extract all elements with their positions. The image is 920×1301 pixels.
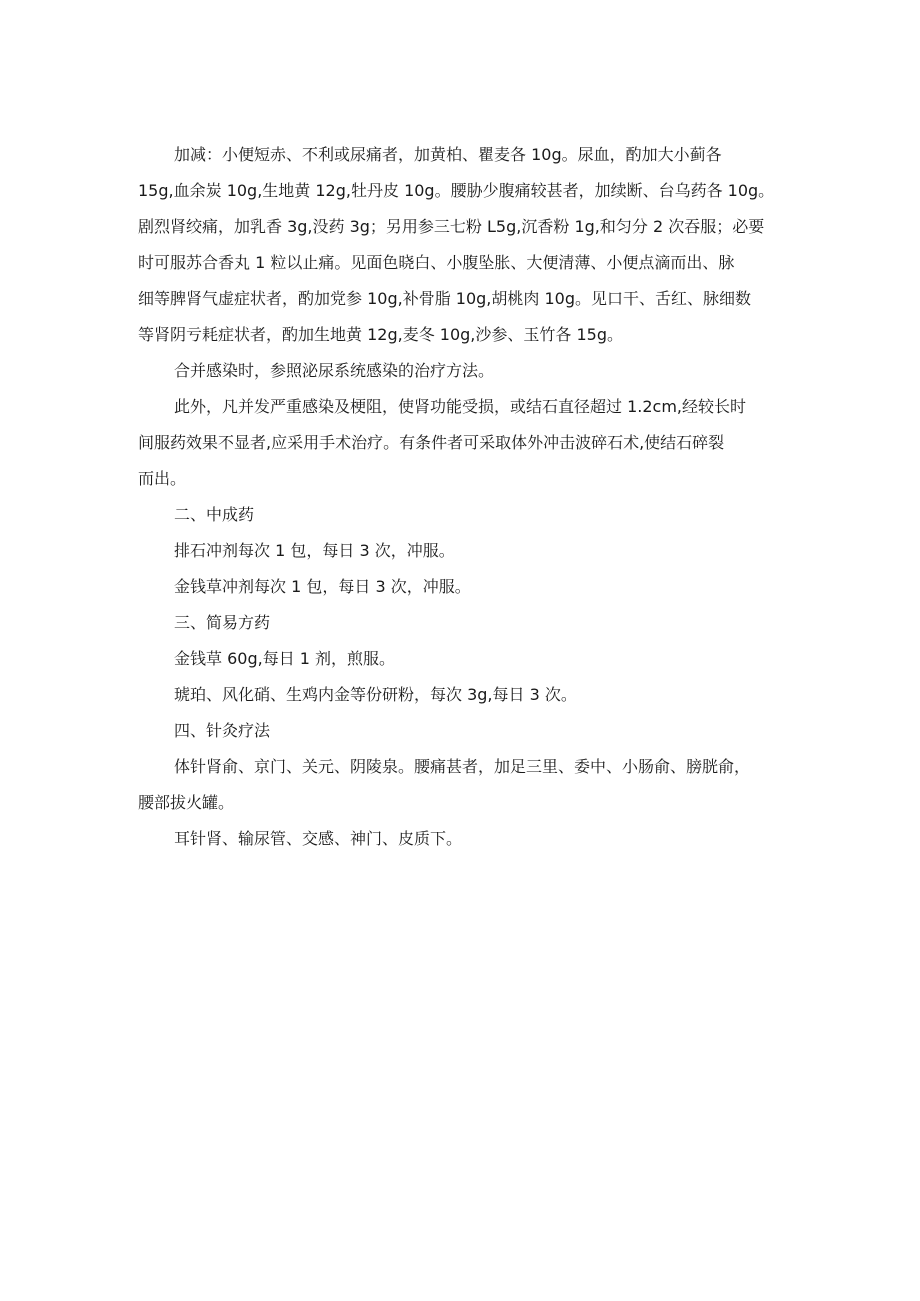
- text-line: 剧烈肾绞痛，加乳香 3g,没药 3g；另用参三七粉 L5g,沉香粉 1g,和匀分 2 次吞服；必要: [138, 217, 765, 236]
- paragraph-surgery: [138, 389, 798, 497]
- text-line: 体针肾俞、京门、关元、阴陵泉。腰痛甚者，加足三里、委中、小肠俞、膀胱俞，: [174, 757, 751, 776]
- paragraph-jinqiancao-granule: [138, 569, 798, 605]
- text-line: 等肾阴亏耗症状者，酌加生地黄 12g,麦冬 10g,沙参、玉竹各 15g。: [138, 325, 623, 344]
- text-line: 细等脾肾气虚症状者，酌加党参 10g,补骨脂 10g,胡桃肉 10g。见口干、舌红、脉细数: [138, 289, 751, 308]
- paragraph-paishi-granule: [138, 533, 798, 569]
- section-heading-acupuncture: [138, 713, 798, 749]
- heading-text: 二、中成药: [174, 505, 255, 524]
- text-line: 耳针肾、输尿管、交感、神门、皮质下。: [174, 829, 463, 848]
- paragraph-ear-acupuncture: [138, 821, 798, 857]
- paragraph-modifications: [138, 137, 798, 353]
- text-line: 合并感染时，参照泌尿系统感染的治疗方法。: [174, 361, 495, 380]
- heading-text: 三、简易方药: [174, 613, 271, 632]
- text-line: 金钱草冲剂每次 1 包，每日 3 次，冲服。: [174, 577, 471, 596]
- text-line: 琥珀、风化硝、生鸡内金等份研粉，每次 3g,每日 3 次。: [174, 685, 577, 704]
- text-line: 加减：小便短赤、不利或尿痛者，加黄柏、瞿麦各 10g。尿血，酌加大小蓟各: [174, 145, 722, 164]
- heading-text: 四、针灸疗法: [174, 721, 271, 740]
- text-line: 15g,血余炭 10g,生地黄 12g,牡丹皮 10g。腰胁少腹痛较甚者，加续断、台乌药各 10g。: [138, 181, 775, 200]
- section-heading-patent-medicine: [138, 497, 798, 533]
- text-line: 间服药效果不显者,应采用手术治疗。有条件者可采取体外冲击波碎石术,使结石碎裂: [138, 433, 725, 452]
- text-line: 而出。: [138, 469, 187, 488]
- paragraph-jinqiancao-decoction: [138, 641, 798, 677]
- text-line: 排石冲剂每次 1 包，每日 3 次，冲服。: [174, 541, 455, 560]
- document-body: [138, 137, 798, 857]
- text-line: 金钱草 60g,每日 1 剂，煎服。: [174, 649, 396, 668]
- text-line: 此外，凡并发严重感染及梗阻，使肾功能受损，或结石直径超过 1.2cm,经较长时: [174, 397, 747, 416]
- text-line: 腰部拔火罐。: [138, 793, 235, 812]
- text-line: 时可服苏合香丸 1 粒以止痛。见面色晓白、小腹坠胀、大便清薄、小便点滴而出、脉: [138, 253, 735, 272]
- paragraph-amber-powder: [138, 677, 798, 713]
- paragraph-infection: [138, 353, 798, 389]
- paragraph-body-acupuncture: [138, 749, 798, 821]
- section-heading-simple-prescriptions: [138, 605, 798, 641]
